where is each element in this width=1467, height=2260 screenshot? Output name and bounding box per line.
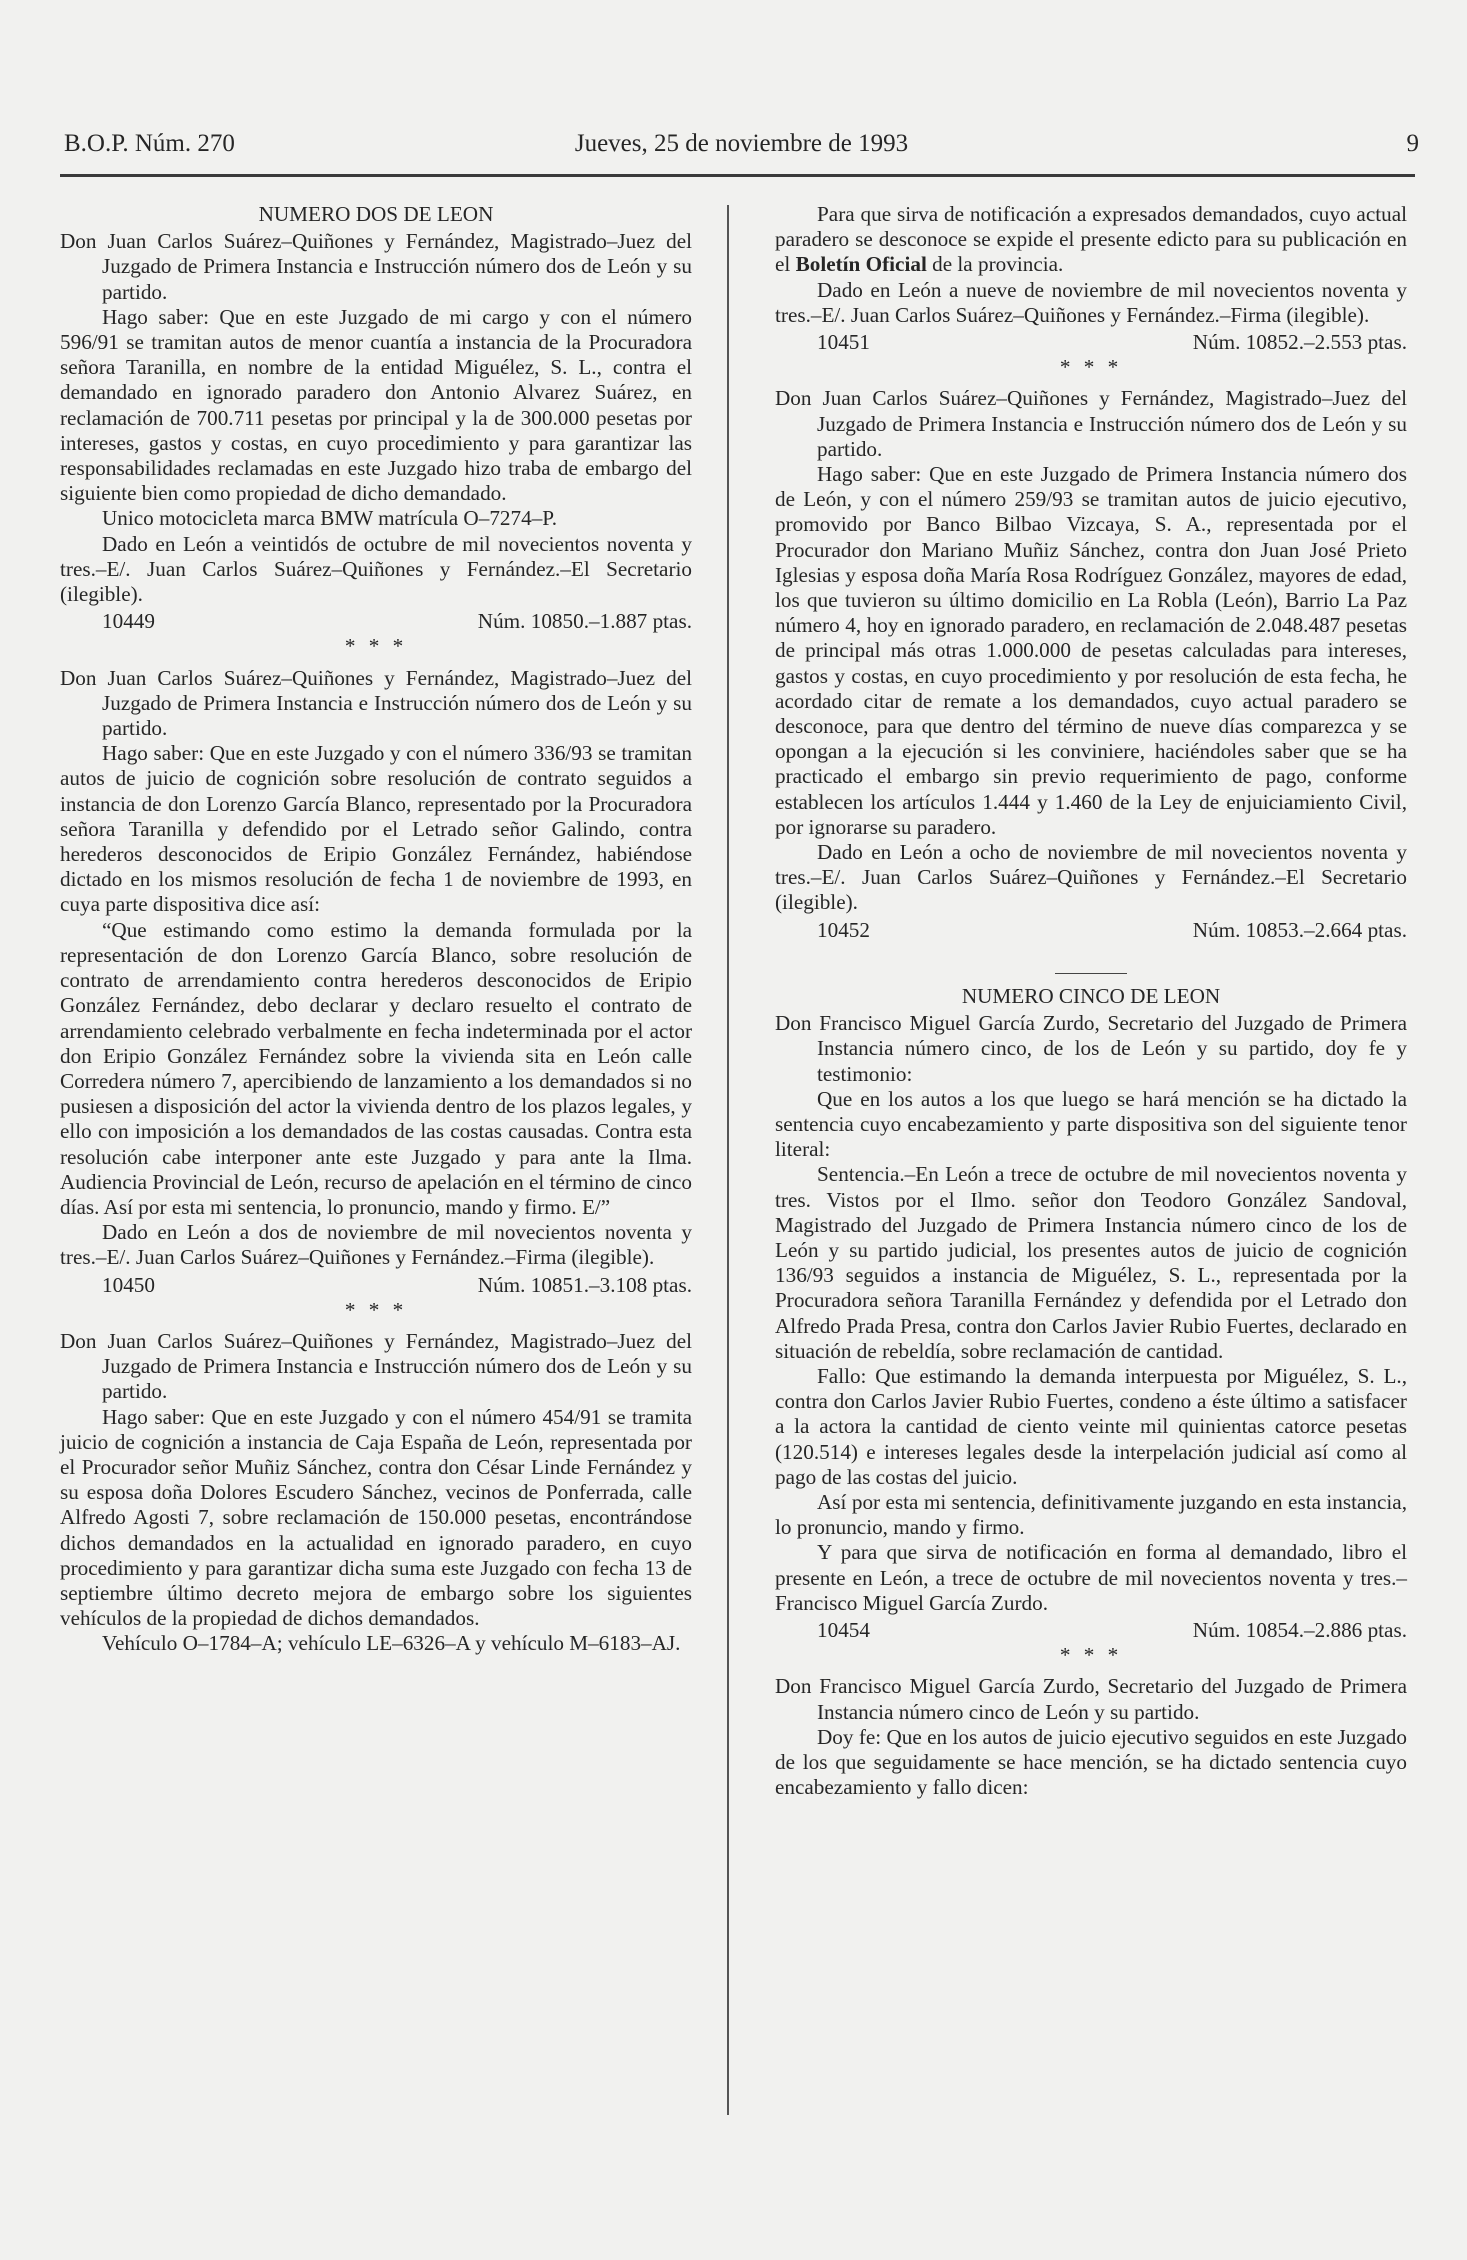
column-divider (727, 205, 729, 2115)
text-run: de la provincia. (926, 252, 1064, 277)
notice-reference (60, 609, 692, 634)
reference-number: Núm. 10853.–2.664 ptas. (1192, 917, 1407, 942)
magistrate-heading: Don Juan Carlos Suárez–Quiñones y Fernández, Magistrado–Juez del Juzgado de Primera Instancia e Instrucción número dos de León y su partido. (60, 1328, 692, 1404)
notice-paragraph: Que en los autos a los que luego se hará mención se ha dictado la sentencia cuyo encabezamiento y parte dispositiva son del siguiente tenor literal: (775, 1086, 1407, 1162)
reference-number: Núm. 10854.–2.886 ptas. (1192, 1617, 1407, 1642)
section-title: NUMERO DOS DE LEON (258, 202, 494, 226)
notice-separator: * * * (344, 1297, 408, 1322)
page-header (64, 130, 1419, 174)
reference-id: 10450 (102, 1272, 155, 1297)
reference-id: 10451 (817, 330, 870, 355)
text-run: Para que sirva de notificación a expresados demandados, cuyo actual paradero se desconoce se expide el presente edicto para su publicación en el (775, 202, 1407, 277)
reference-id: 10454 (817, 1617, 870, 1642)
bulletin-issue: B.O.P. Núm. 270 (64, 130, 235, 157)
notice-paragraph: Hago saber: Que en este Juzgado y con el número 336/93 se tramitan autos de juicio de cognición sobre resolución de contrato seguidos a instancia de don Lorenzo García Blanco, representado por la Procuradora señora Taranilla y defendido por el Letrado señor Galindo, contra herederos desconocidos de Eripio González Fernández, habiéndose dictado en los mismos resolución de fecha 1 de noviembre de 1993, en cuya parte dispositiva dice así: (60, 741, 692, 917)
notice-reference (775, 330, 1407, 355)
header-rule (60, 174, 1415, 177)
secretary-heading: Don Francisco Miguel García Zurdo, Secretario del Juzgado de Primera Instancia número cinco, de los de León y su partido, doy fe y testimonio: (775, 1011, 1407, 1086)
notice-paragraph: Sentencia.–En León a trece de octubre de mil novecientos noventa y tres. Vistos por el Ilmo. señor don Teodoro González Sandoval, Magistrado del Juzgado de Primera Instancia número cinco de los de León y su partido judicial, los presentes autos de juicio de cognición 136/93 seguidos a instancia de Miguélez, S. L., representada por la Procuradora señora Taranilla Fernández y defendida por el Letrado don Alfredo Prada Presa, contra don Carlos Javier Rubio Fuertes, declarado en situación de rebeldía, sobre reclamación de cantidad. (775, 1162, 1407, 1363)
notice-paragraph: Dado en León a ocho de noviembre de mil novecientos noventa y tres.–E/. Juan Carlos Suárez–Quiñones y Fernández.–El Secretario (ilegible). (775, 840, 1407, 915)
magistrate-heading: Don Juan Carlos Suárez–Quiñones y Fernández, Magistrado–Juez del Juzgado de Primera Instancia e Instrucción número dos de León y su partido. (775, 386, 1407, 461)
notice-reference (60, 1273, 692, 1298)
notice-separator: * * * (1059, 1643, 1123, 1668)
magistrate-heading: Don Juan Carlos Suárez–Quiñones y Fernández, Magistrado–Juez del Juzgado de Primera Instancia e Instrucción número dos de León y su partido. (60, 229, 692, 304)
section-rule (1055, 973, 1127, 974)
notice-separator: * * * (344, 634, 408, 659)
bulletin-name: Boletín Oficial (795, 252, 927, 277)
notice-paragraph: Doy fe: Que en los autos de juicio ejecutivo seguidos en este Juzgado de los que seguidamente se hace mención, se ha dictado sentencia cuyo encabezamiento y fallo dicen: (775, 1724, 1407, 1800)
notice-paragraph: Vehículo O–1784–A; vehículo LE–6326–A y vehículo M–6183–AJ. (102, 1631, 681, 1656)
notice-separator: * * * (1059, 355, 1123, 380)
reference-number: Núm. 10852.–2.553 ptas. (1192, 330, 1407, 355)
reference-number: Núm. 10850.–1.887 ptas. (477, 609, 692, 634)
secretary-heading: Don Francisco Miguel García Zurdo, Secretario del Juzgado de Primera Instancia número cinco de León y su partido. (775, 1674, 1407, 1724)
notice-paragraph (775, 202, 1407, 278)
notice-reference (775, 1618, 1407, 1643)
notice-reference (775, 918, 1407, 943)
magistrate-heading: Don Juan Carlos Suárez–Quiñones y Fernández, Magistrado–Juez del Juzgado de Primera Instancia e Instrucción número dos de León y su partido. (60, 665, 692, 741)
section-title: NUMERO CINCO DE LEON (961, 983, 1221, 1008)
right-column (775, 202, 1407, 1800)
reference-id: 10449 (102, 609, 155, 634)
notice-paragraph: Hago saber: Que en este Juzgado y con el número 454/91 se tramita juicio de cognición a instancia de Caja España de León, representada por el Procurador señor Muñiz Sánchez, contra don César Linde Fernández y su esposa doña Dolores Escudero Sánchez, vecinos de Ponferrada, calle Alfredo Agosti 7, sobre reclamación de 150.000 pesetas, encontrándose dichos demandados en la actualidad en ignorado paradero, en cuyo procedimiento y para garantizar dicha suma este Juzgado con fecha 13 de septiembre último decreto mejora de embargo sobre los siguientes vehículos de la propiedad de dichos demandados. (60, 1404, 692, 1631)
notice-paragraph: Dado en León a dos de noviembre de mil novecientos noventa y tres.–E/. Juan Carlos Suárez–Quiñones y Fernández.–Firma (ilegible). (60, 1220, 692, 1270)
notice-paragraph: Y para que sirva de notificación en forma al demandado, libro el presente en León, a trece de octubre de mil novecientos noventa y tres.–Francisco Miguel García Zurdo. (775, 1540, 1407, 1615)
notice-paragraph: Dado en León a veintidós de octubre de mil novecientos noventa y tres.–E/. Juan Carlos Suárez–Quiñones y Fernández.–El Secretario (ilegible). (60, 531, 692, 607)
reference-id: 10452 (817, 917, 870, 942)
notice-paragraph: Dado en León a nueve de noviembre de mil novecientos noventa y tres.–E/. Juan Carlos Suárez–Quiñones y Fernández.–Firma (ilegible). (775, 277, 1407, 327)
notice-paragraph: “Que estimando como estimo la demanda formulada por la representación de don Lorenzo García Blanco, sobre resolución de contrato de arrendamiento contra herederos desconocidos de Eripio González Fernández, debo declarar y declaro resuelto el contrato de arrendamiento celebrado verbalmente en fecha indeterminada por el actor don Eripio González Fernández sobre la vivienda sita en León calle Corredera número 7, apercibiendo de lanzamiento a los demandados si no pusiesen a disposición del actor la vivienda dentro de los plazos legales, y ello con imposición a los demandados de las costas causadas. Contra esta resolución cabe interponer ante este Juzgado y para ante la Ilma. Audiencia Provincial de León, recurso de apelación en el término de cinco días. Así por esta mi sentencia, lo pronuncio, mando y firmo. E/” (60, 917, 692, 1219)
issue-date: Jueves, 25 de noviembre de 1993 (574, 130, 909, 157)
notice-paragraph: Hago saber: Que en este Juzgado de Primera Instancia número dos de León, y con el número 259/93 se tramitan autos de juicio ejecutivo, promovido por Banco Bilbao Vizcaya, S. A., representada por el Procurador don Mariano Muñiz Sánchez, contra don Juan José Prieto Iglesias y esposa doña María Rosa Rodríguez González, mayores de edad, los que tuvieron su último domicilio en La Robla (León), Barrio La Paz número 4, hoy en ignorado paradero, en reclamación de 2.048.487 pesetas de principal más otras 1.000.000 de pesetas calculadas para intereses, gastos y costas, en cuyo procedimiento y por resolución de esta fecha, he acordado citar de remate a los demandados, cuyo actual paradero se desconoce, para que dentro del término de nueve días comparezca y se opongan a la ejecución si les conviniere, haciéndoles saber que se ha practicado el embargo sin previo requerimiento de pago, conforme establecen los artículos 1.444 y 1.460 de la Ley de enjuiciamiento Civil, por ignorarse su paradero. (775, 462, 1407, 839)
page-number: 9 (1406, 130, 1419, 157)
notice-paragraph: Hago saber: Que en este Juzgado de mi cargo y con el número 596/91 se tramitan autos de menor cuantía a instancia de la Procuradora señora Taranilla, en nombre de la entidad Miguélez, S. L., contra el demandado en ignorado paradero don Antonio Alvarez Suárez, en reclamación de 700.711 pesetas por principal y la de 300.000 pesetas por intereses, gastos y costas, en cuyo procedimiento y para garantizar las responsabilidades reclamadas en este Juzgado hizo traba de embargo del siguiente bien como propiedad de dicho demandado. (60, 304, 692, 506)
notice-paragraph: Fallo: Que estimando la demanda interpuesta por Miguélez, S. L., contra don Carlos Javier Rubio Fuertes, condeno a éste último a satisfacer a la actora la cantidad de ciento veinte mil quinientas catorce pesetas (120.514) e intereses legales desde la interpelación judicial así como al pago de las costas del juicio. (775, 1363, 1407, 1489)
reference-number: Núm. 10851.–3.108 ptas. (477, 1272, 692, 1297)
left-column (60, 202, 692, 1657)
notice-paragraph: Así por esta mi sentencia, definitivamente juzgando en esta instancia, lo pronuncio, mando y firmo. (775, 1489, 1407, 1540)
notice-paragraph: Unico motocicleta marca BMW matrícula O–7274–P. (102, 506, 558, 531)
